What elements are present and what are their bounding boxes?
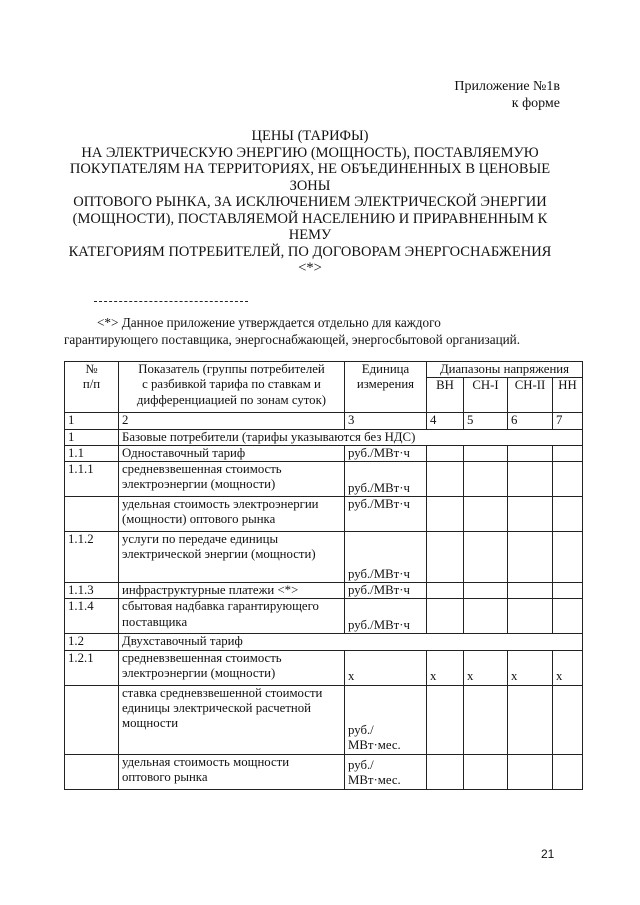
row-value-cell xyxy=(464,532,508,583)
row-unit-cell: руб./МВт·мес. xyxy=(345,754,427,789)
row-value-cell xyxy=(508,599,553,634)
title-line: ПОКУПАТЕЛЯМ НА ТЕРРИТОРИЯХ, НЕ ОБЪЕДИНЕННЫХ В ЦЕНОВЫЕ xyxy=(69,161,551,177)
row-value-cell: х xyxy=(427,650,464,685)
header-voltage-ranges: Диапазоны напряжения xyxy=(427,362,583,378)
title-line: НЕМУ xyxy=(288,227,332,243)
row-value-cell xyxy=(508,445,553,461)
header-num: № п/п xyxy=(65,362,119,413)
column-number-cell: 2 xyxy=(119,413,345,429)
row-value-cell: х xyxy=(464,650,508,685)
title-line: ЗОНЫ xyxy=(289,177,331,194)
row-unit-cell: руб./МВт·ч xyxy=(345,445,427,461)
row-value-cell: х xyxy=(553,650,583,685)
row-value-cell xyxy=(427,754,464,789)
row-indicator-cell: Базовые потребители (тарифы указываются без НДС) xyxy=(119,429,583,445)
table-row xyxy=(65,754,583,789)
row-value-cell xyxy=(553,583,583,599)
table-row xyxy=(65,429,583,445)
table-body xyxy=(65,413,583,789)
column-number-cell: 5 xyxy=(464,413,508,429)
row-value-cell xyxy=(508,754,553,789)
row-number-cell: 1 xyxy=(65,429,119,445)
row-number-cell: 1.1.4 xyxy=(65,599,119,634)
row-value-cell xyxy=(464,599,508,634)
appendix-line: Приложение №1в xyxy=(454,79,560,94)
column-number-cell: 6 xyxy=(508,413,553,429)
row-value-cell xyxy=(464,685,508,754)
appendix-header xyxy=(454,78,560,112)
tariff-table-wrap xyxy=(64,361,583,790)
title-line: (МОЩНОСТИ), ПОСТАВЛЯЕМОЙ НАСЕЛЕНИЮ И ПРИРАВНЕННЫМ К xyxy=(72,210,548,227)
column-number-cell: 7 xyxy=(553,413,583,429)
table-row xyxy=(65,650,583,685)
row-value-cell xyxy=(553,497,583,532)
row-value-cell xyxy=(553,532,583,583)
row-value-cell xyxy=(553,685,583,754)
title-line: КАТЕГОРИЯМ ПОТРЕБИТЕЛЕЙ, ПО ДОГОВОРАМ ЭНЕРГОСНАБЖЕНИЯ xyxy=(68,243,552,260)
row-value-cell: х xyxy=(508,650,553,685)
table-row xyxy=(65,634,583,650)
table-row xyxy=(65,445,583,461)
row-value-cell xyxy=(427,599,464,634)
row-indicator-cell: Одноставочный тариф xyxy=(119,445,345,461)
table-row xyxy=(65,599,583,634)
title-line: <*> xyxy=(298,260,322,276)
row-value-cell xyxy=(553,754,583,789)
row-value-cell xyxy=(427,532,464,583)
row-value-cell xyxy=(464,497,508,532)
row-number-cell xyxy=(65,685,119,754)
row-value-cell xyxy=(427,445,464,461)
table-row xyxy=(65,583,583,599)
row-value-cell xyxy=(427,685,464,754)
header-indicator: Показатель (группы потребителей с разбивкой тарифа по ставкам и дифференциацией по зонам суток) xyxy=(119,362,345,413)
row-indicator-cell: средневзвешенная стоимость электроэнергии (мощности) xyxy=(119,650,345,685)
header-nn: НН xyxy=(553,378,583,413)
row-number-cell: 1.1.1 xyxy=(65,462,119,497)
table-row-col-numbers xyxy=(65,413,583,429)
header-sn1: СН-I xyxy=(464,378,508,413)
row-unit-cell: руб./МВт·мес. xyxy=(345,685,427,754)
row-number-cell xyxy=(65,497,119,532)
row-indicator-cell: сбытовая надбавка гарантирующего поставщика xyxy=(119,599,345,634)
row-value-cell xyxy=(464,445,508,461)
row-unit-cell: х xyxy=(345,650,427,685)
table-row xyxy=(65,497,583,532)
row-indicator-cell: средневзвешенная стоимость электроэнергии (мощности) xyxy=(119,462,345,497)
footnote-line: <*> Данное приложение утверждается отдельно для каждого xyxy=(97,315,441,330)
title-line: ЦЕНЫ (ТАРИФЫ) xyxy=(251,128,369,144)
row-value-cell xyxy=(427,583,464,599)
row-unit-cell: руб./МВт·ч xyxy=(345,497,427,532)
header-sn2: СН-II xyxy=(508,378,553,413)
row-value-cell xyxy=(508,462,553,497)
row-unit-cell: руб./МВт·ч xyxy=(345,599,427,634)
row-value-cell xyxy=(427,462,464,497)
row-indicator-cell: Двухставочный тариф xyxy=(119,634,583,650)
title-line: ОПТОВОГО РЫНКА, ЗА ИСКЛЮЧЕНИЕМ ЭЛЕКТРИЧЕСКОЙ ЭНЕРГИИ xyxy=(73,194,547,210)
page-number: 21 xyxy=(541,847,555,861)
header-vn: ВН xyxy=(427,378,464,413)
row-indicator-cell: инфраструктурные платежи <*> xyxy=(119,583,345,599)
row-value-cell xyxy=(553,599,583,634)
row-value-cell xyxy=(508,497,553,532)
row-value-cell xyxy=(508,685,553,754)
table-row xyxy=(65,532,583,583)
footnote-line: гарантирующего поставщика, энергоснабжающей, энергосбытовой организаций. xyxy=(64,332,521,347)
row-value-cell xyxy=(427,497,464,532)
footnote xyxy=(64,314,562,348)
row-value-cell xyxy=(464,462,508,497)
row-indicator-cell: услуги по передаче единицы электрической энергии (мощности) xyxy=(119,532,345,583)
table-row xyxy=(65,462,583,497)
footnote-rule xyxy=(94,301,248,302)
row-indicator-cell: ставка средневзвешенной стоимости единицы электрической расчетной мощности xyxy=(119,685,345,754)
column-number-cell: 3 xyxy=(345,413,427,429)
row-value-cell xyxy=(508,532,553,583)
row-number-cell: 1.1.3 xyxy=(65,583,119,599)
row-value-cell xyxy=(464,583,508,599)
column-number-cell: 1 xyxy=(65,413,119,429)
row-value-cell xyxy=(464,754,508,789)
row-number-cell: 1.1 xyxy=(65,445,119,461)
table-row xyxy=(65,685,583,754)
row-number-cell: 1.2 xyxy=(65,634,119,650)
row-number-cell: 1.1.2 xyxy=(65,532,119,583)
title-line: НА ЭЛЕКТРИЧЕСКУЮ ЭНЕРГИЮ (МОЩНОСТЬ), ПОСТАВЛЯЕМУЮ xyxy=(81,144,539,161)
row-number-cell: 1.2.1 xyxy=(65,650,119,685)
row-value-cell xyxy=(553,462,583,497)
table-header-row xyxy=(65,362,583,378)
row-number-cell xyxy=(65,754,119,789)
row-indicator-cell: удельная стоимость мощности оптового рынка xyxy=(119,754,345,789)
row-unit-cell: руб./МВт·ч xyxy=(345,583,427,599)
row-value-cell xyxy=(553,445,583,461)
appendix-line: к форме xyxy=(511,96,560,111)
document-title xyxy=(60,128,560,277)
header-unit: Единица измерения xyxy=(345,362,427,413)
row-value-cell xyxy=(508,583,553,599)
column-number-cell: 4 xyxy=(427,413,464,429)
row-indicator-cell: удельная стоимость электроэнергии (мощности) оптового рынка xyxy=(119,497,345,532)
row-unit-cell: руб./МВт·ч xyxy=(345,462,427,497)
row-unit-cell: руб./МВт·ч xyxy=(345,532,427,583)
tariff-table xyxy=(64,361,583,790)
